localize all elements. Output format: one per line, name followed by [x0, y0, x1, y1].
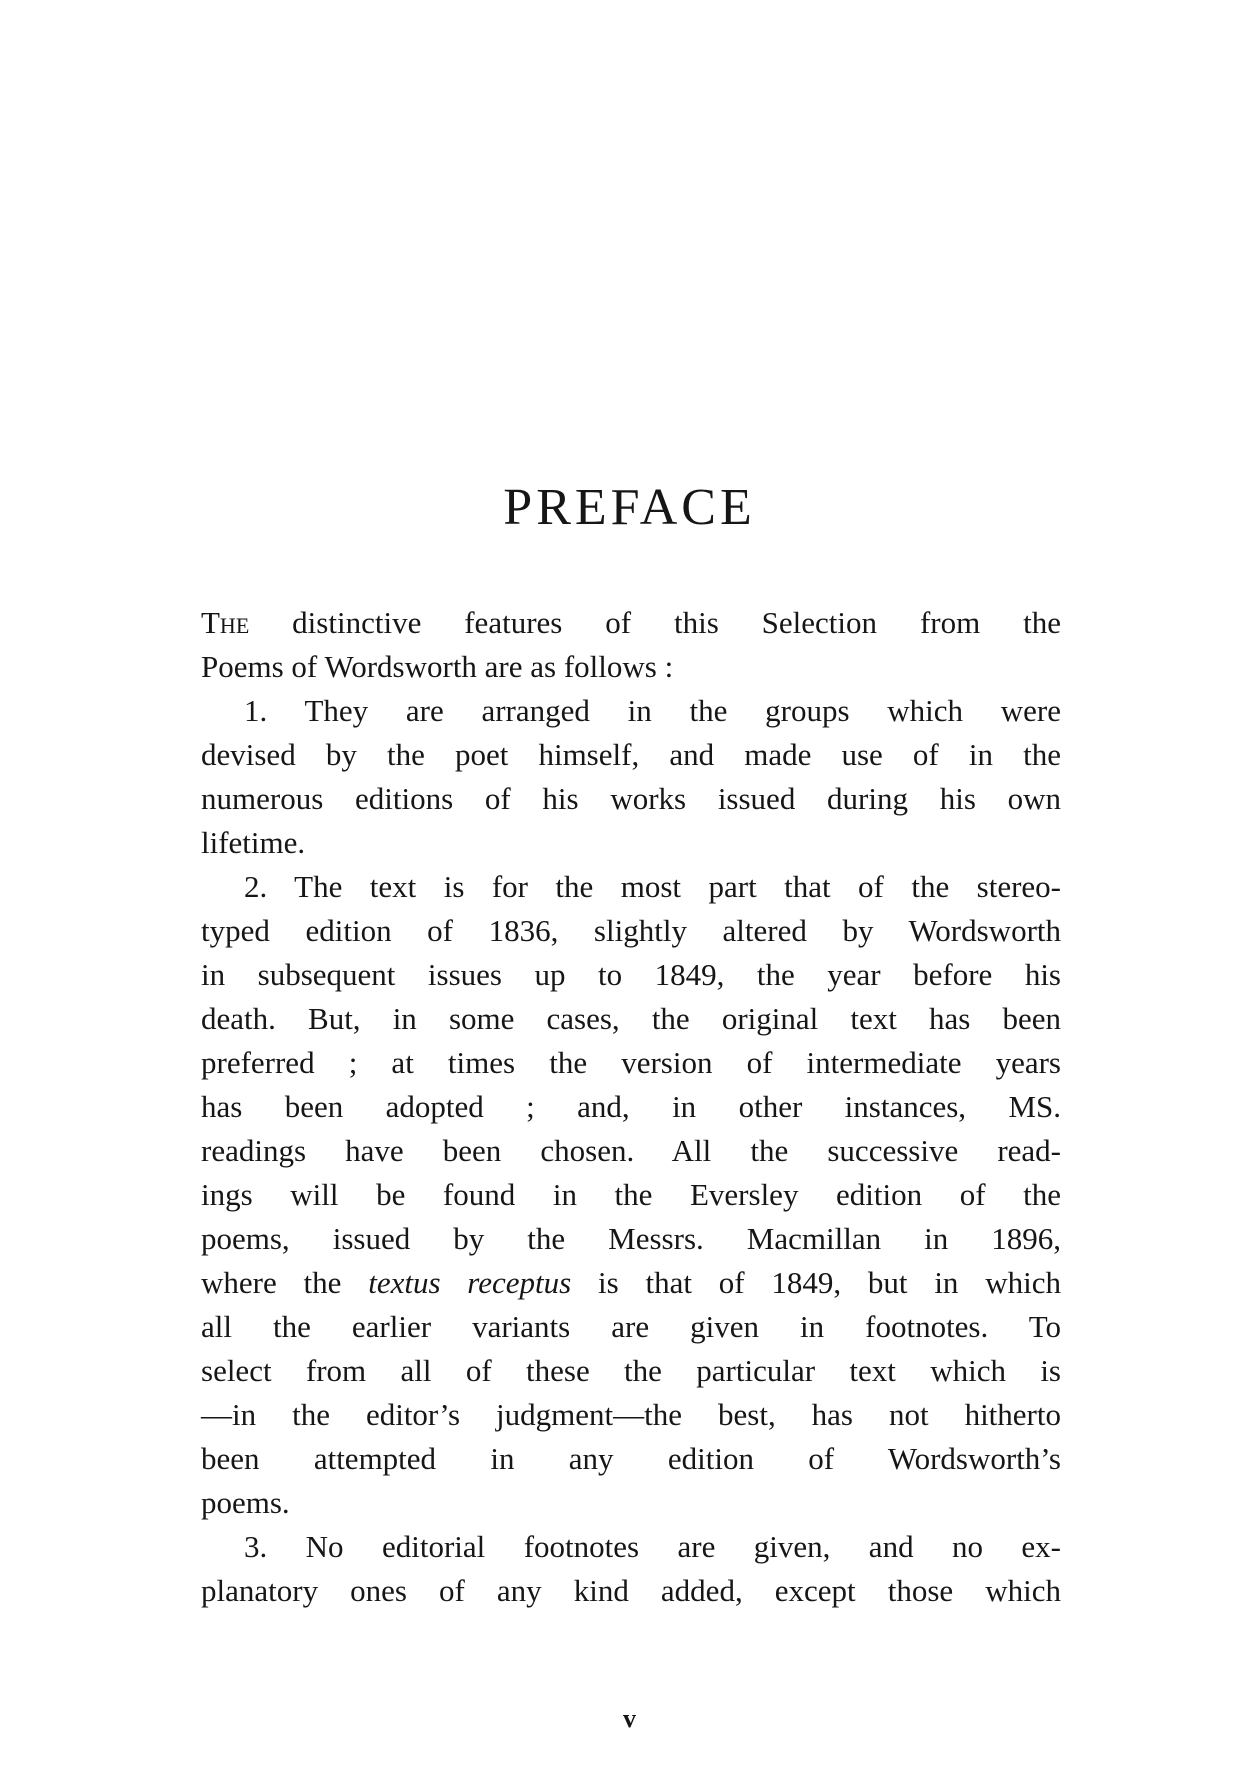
item2-line: typed edition of 1836, slightly altered by Wordsworth [201, 913, 1061, 948]
item2-line: readings have been chosen. All the successive read- [201, 1133, 1061, 1168]
item1-line: numerous editions of his works issued during his own [201, 781, 1061, 816]
item3-line: 3. No editorial footnotes are given, and no ex- [244, 1529, 1061, 1564]
item2-line: ings will be found in the Eversley edition of the [201, 1177, 1061, 1212]
item1-line: devised by the poet himself, and made use of in the [201, 737, 1061, 772]
item2-textus-line [201, 1261, 1061, 1305]
item2-line: in subsequent issues up to 1849, the year before his [201, 957, 1061, 992]
page-number: v [623, 1704, 636, 1733]
item3-line: planatory ones of any kind added, except those which [201, 1573, 1061, 1608]
textus-before: where the [201, 1265, 369, 1300]
preface-body [201, 601, 1061, 1613]
item2-line: been attempted in any edition of Wordsworth’s [201, 1441, 1061, 1476]
item2-line: has been adopted ; and, in other instances, MS. [201, 1089, 1061, 1124]
item2-line: poems. [201, 1485, 290, 1520]
item2-line: select from all of these the particular text which is [201, 1353, 1061, 1388]
intro-lead-word: The [201, 605, 250, 640]
item2-line: death. But, in some cases, the original text has been [201, 1001, 1061, 1036]
item2-line: poems, issued by the Messrs. Macmillan in 1896, [201, 1221, 1061, 1256]
item1-line: lifetime. [201, 825, 306, 860]
item2-line: all the earlier variants are given in footnotes. To [201, 1309, 1061, 1344]
item2-line: 2. The text is for the most part that of the stereo- [244, 869, 1061, 904]
item2-line: —in the editor’s judgment—the best, has not hitherto [201, 1397, 1061, 1432]
textus-receptus-italic: textus receptus [368, 1265, 572, 1300]
page-title: PREFACE [503, 479, 756, 536]
item1-line: 1. They are arranged in the groups which were [244, 693, 1061, 728]
item2-line: preferred ; at times the version of intermediate years [201, 1045, 1061, 1080]
intro-line-1-rest: distinctive features of this Selection from the [249, 605, 1061, 640]
intro-line-2: Poems of Wordsworth are as follows : [201, 649, 674, 684]
textus-after: is that of 1849, but in which [571, 1265, 1061, 1300]
intro-line-1 [201, 601, 1061, 645]
